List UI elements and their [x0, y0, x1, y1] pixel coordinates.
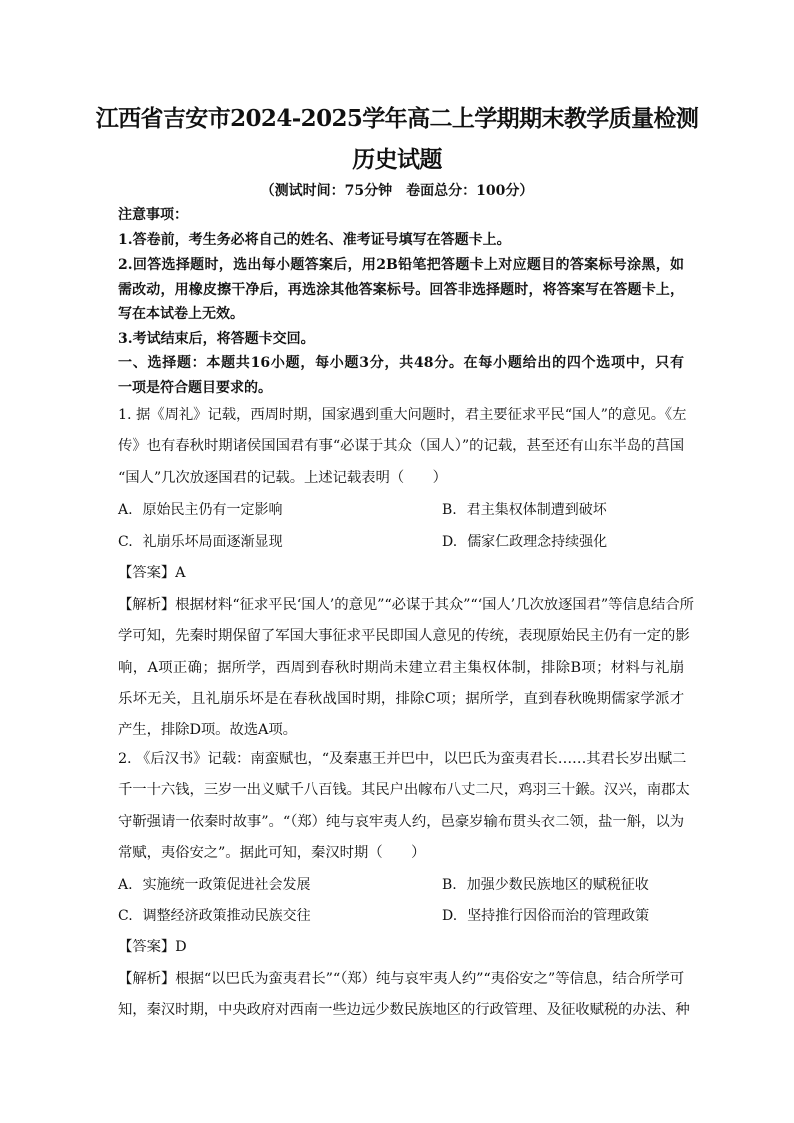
option-text: 礼崩乐坏局面逐渐显现 — [142, 534, 283, 550]
option-text: 调整经济政策推动民族交往 — [142, 908, 311, 924]
q2-stem: 2. 《后汉书》记载：南蛮赋也，“及秦惠王并巴中，以巴氏为蛮夷君长……其君长岁出赋二 — [118, 751, 687, 767]
option-text: 原始民主仍有一定影响 — [142, 502, 283, 518]
option-letter: C. — [118, 534, 133, 550]
q2-option-b — [442, 875, 649, 895]
q2-stem-end: 常赋，夷俗安之”。据此可知，秦汉时期（ ） — [118, 845, 426, 861]
q2-option-a — [118, 875, 311, 895]
q1-option-d — [442, 532, 607, 552]
q1-analysis-l3: 响，A项正确；据所学，西周到春秋时期尚未建立君主集权体制，排除B项；材料与礼崩 — [118, 660, 684, 676]
option-letter: C. — [118, 908, 133, 924]
notice-item-2-end: 写在本试卷上无效。 — [118, 306, 244, 322]
exam-info: （测试时间：75分钟 卷面总分：100分） — [260, 183, 534, 199]
q2-analysis-l2: 知，秦汉时期，中央政府对西南一些边远少数民族地区的行政管理、及征收赋税的办法、种 — [118, 1002, 690, 1018]
q1-stem-cont: 传》也有春秋时期诸侯国国君有事“必谋于其众（国人）”的记载，甚至还有山东半岛的莒国 — [118, 438, 684, 454]
q1-option-b — [442, 500, 607, 520]
q1-analysis-l4: 乐坏无关，且礼崩乐坏是在春秋战国时期，排除C项；据所学，直到春秋晚期儒家学派才 — [118, 691, 684, 707]
q1-analysis-l5: 产生，排除D项。故选A项。 — [118, 722, 297, 738]
notice-heading: 注意事项： — [118, 207, 188, 223]
option-letter: B. — [442, 877, 457, 893]
option-text: 坚持推行因俗而治的管理政策 — [467, 908, 650, 924]
q1-stem: 1. 据《周礼》记载，西周时期，国家遇到重大问题时，君主要征求平民“国人”的意见。《左 — [118, 407, 687, 423]
section-heading-cont: 一项是符合题目要求的。 — [118, 380, 272, 396]
q2-stem-l2: 千一十六钱，三岁一出义赋千八百钱。其民户出幏布八丈二尺，鸡羽三十鍭。汉兴，南郡太 — [118, 782, 690, 798]
option-text: 君主集权体制遭到破坏 — [466, 502, 607, 518]
notice-item-2-cont: 需改动，用橡皮擦干净后，再选涂其他答案标号。回答非选择题时，将答案写在答题卡上， — [118, 282, 684, 298]
option-letter: A. — [118, 877, 133, 893]
q1-option-a — [118, 500, 283, 520]
option-letter: A. — [118, 502, 133, 518]
notice-item-1: 1.答卷前，考生务必将自己的姓名、准考证号填写在答题卡上。 — [118, 232, 511, 248]
option-text: 儒家仁政理念持续强化 — [467, 534, 608, 550]
q1-answer: 【答案】A — [118, 565, 186, 581]
notice-item-2: 2.回答选择题时，选出每小题答案后，用2B铅笔把答题卡上对应题目的答案标号涂黑，如 — [118, 257, 684, 273]
exam-title: 江西省吉安市2024-2025学年高二上学期期末教学质量检测 — [95, 105, 699, 132]
subject-title: 历史试题 — [352, 146, 442, 173]
q1-option-c — [118, 532, 283, 552]
q1-analysis-l2: 学可知，先秦时期保留了军国大事征求平民即国人意见的传统，表现原始民主仍有一定的影 — [118, 628, 690, 644]
section-heading: 一、选择题：本题共16小题，每小题3分，共48分。在每小题给出的四个选项中，只有 — [118, 355, 684, 371]
option-letter: B. — [442, 502, 457, 518]
q2-analysis: 【解析】根据“以巴氏为蛮夷君长”“（郑）纯与哀牢夷人约”“夷俗安之”等信息，结合所学可 — [118, 971, 684, 987]
option-letter: D. — [442, 908, 458, 924]
q2-answer: 【答案】D — [118, 939, 187, 955]
q1-stem-end: “国人”几次放逐国君的记载。上述记载表明（ ） — [118, 470, 447, 486]
option-letter: D. — [442, 534, 458, 550]
option-text: 加强少数民族地区的赋税征收 — [466, 877, 649, 893]
option-text: 实施统一政策促进社会发展 — [142, 877, 311, 893]
q1-analysis: 【解析】根据材料“征求平民‘国人’的意见”“必谋于其众”“‘国人’几次放逐国君”等信息结合所 — [118, 597, 694, 613]
q2-option-d — [442, 906, 649, 926]
notice-item-3: 3.考试结束后，将答题卡交回。 — [118, 331, 315, 347]
q2-option-c — [118, 906, 311, 926]
q2-stem-l3: 守靳强请一依秦时故事”。“（郑）纯与哀牢夷人约，邑豪岁输布贯头衣二领，盐一斛，以为 — [118, 814, 684, 830]
